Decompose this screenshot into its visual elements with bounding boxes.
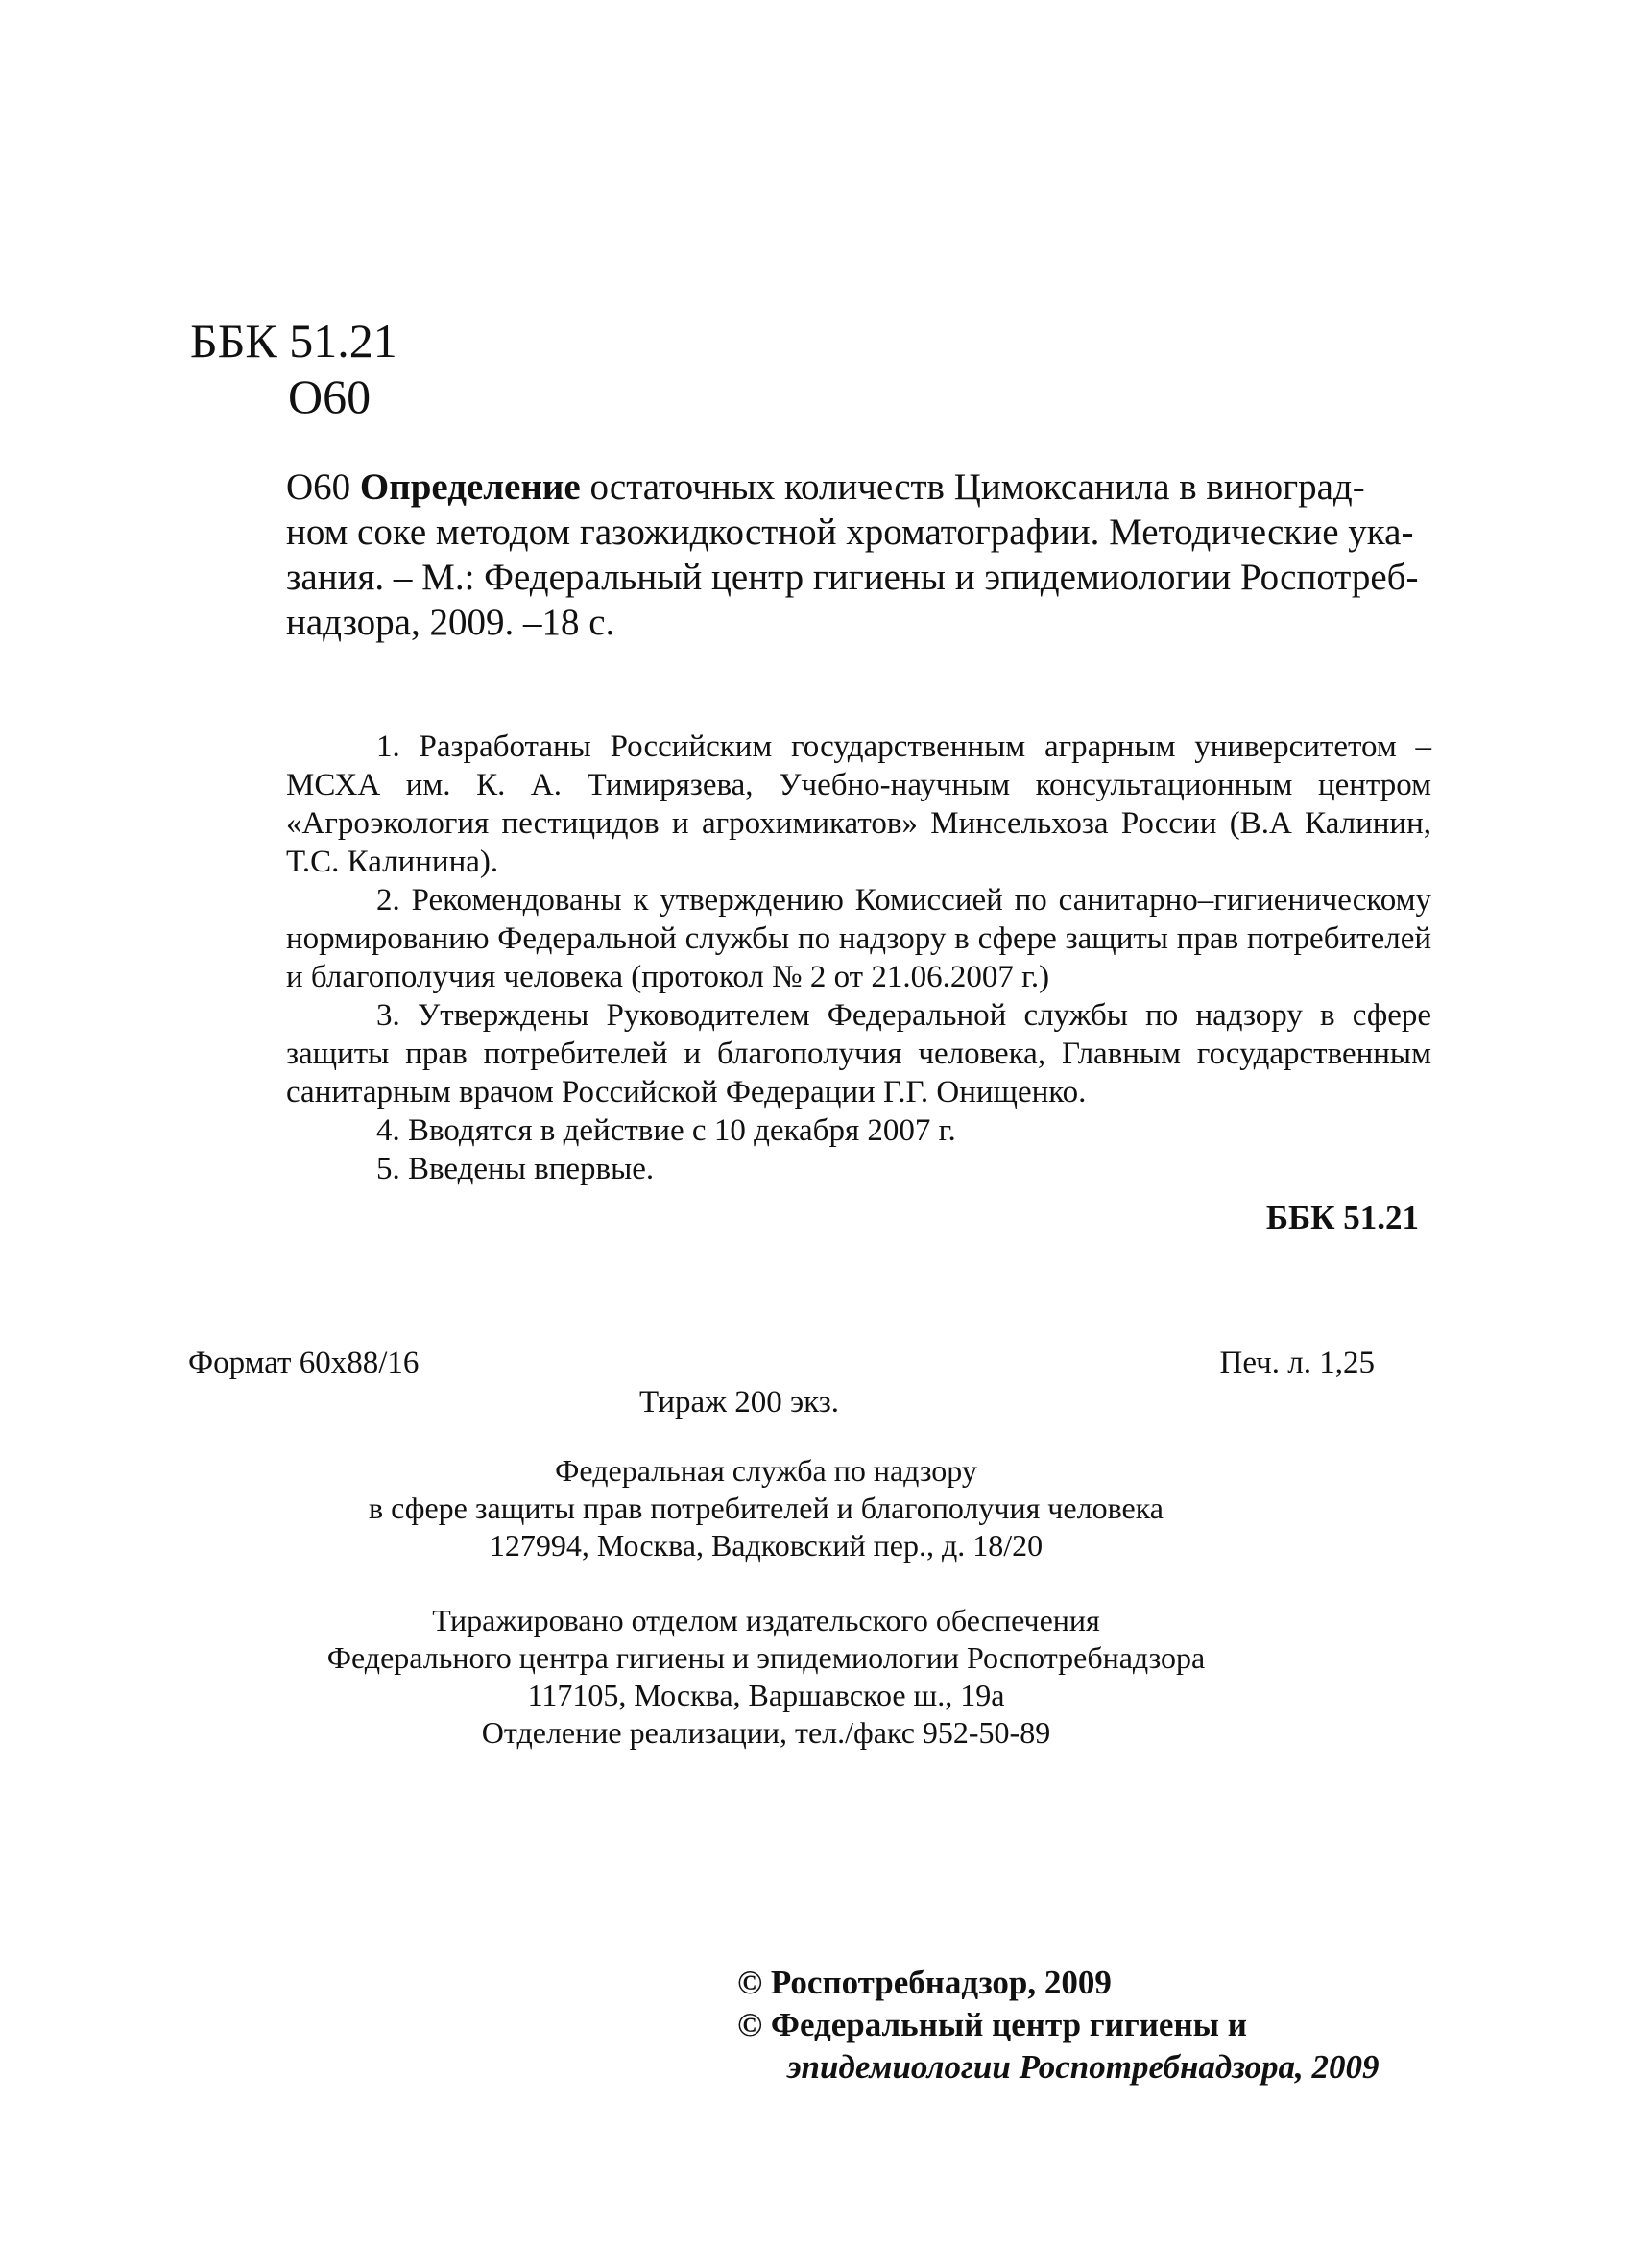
note-item-5: 5. Введены впервые.: [376, 1152, 655, 1186]
bbk-classification-code: ББК 51.21: [190, 314, 397, 368]
note-item-3: 3. Утверждены Руководителем Федеральной службы по надзору в сфере защиты прав потребителей и благополучия человека, Главным государственным санитарным врачом Российской Федерации Г.Г. Онищенко.: [286, 998, 1431, 1110]
notes-list: [286, 728, 1431, 1188]
biblio-line-1: [286, 465, 1431, 510]
biblio-author-mark: О60: [286, 466, 351, 508]
copyright-line-2: © Федеральный центр гигиены и: [737, 2006, 1247, 2043]
printer-line-1: Тиражировано отделом издательского обеспечения: [432, 1603, 1100, 1637]
bbk-code-right: ББК 51.21: [1265, 1199, 1419, 1236]
printer-sales-contact: Отделение реализации, тел./факс 952-50-89: [481, 1715, 1051, 1750]
biblio-line-4: надзора, 2009. –18 с.: [286, 602, 615, 643]
copyright-block: [737, 1962, 1379, 2089]
imprint-format: Формат 60х88/16: [188, 1346, 420, 1380]
publisher-line-1: Федеральная служба по надзору: [555, 1453, 977, 1488]
author-mark: О60: [288, 370, 372, 423]
copyright-line-1: © Роспотребнадзор, 2009: [737, 1964, 1112, 2001]
publisher-block: [0, 1452, 1632, 1564]
printer-line-2: Федерального центра гигиены и эпидемиологии Роспотребнадзора: [326, 1640, 1206, 1675]
note-item-4: 4. Вводятся в действие с 10 декабря 2007 г.: [376, 1113, 956, 1148]
printer-block: [0, 1602, 1632, 1752]
imprint-print-run: [0, 1383, 1632, 1421]
copyright-line-3: эпидемиологии Роспотребнадзора, 2009: [787, 2048, 1380, 2086]
note-item-2: 2. Рекомендованы к утверждению Комиссией по санитарно–гигиеническому нормированию Федеральной службы по надзору в сфере защиты прав потребителей и благополучия человека (протокол № 2 от 21.06.2007 г.): [286, 883, 1431, 994]
publisher-line-2: в сфере защиты прав потребителей и благополучия человека: [369, 1491, 1164, 1525]
biblio-title-bold: Определение: [359, 466, 581, 508]
biblio-line-3: зания. – М.: Федеральный центр гигиены и эпидемиологии Роспотреб-: [286, 557, 1419, 598]
imprint-printed-sheets: Печ. л. 1,25: [1219, 1346, 1375, 1380]
note-item-1: 1. Разработаны Российским государственным аграрным университетом – МСХА им. К. А. Тимирязева, Учебно-научным консультационным центром «Агроэкология пестицидов и агрохимикатов» Минсельхоза России (В.А Калинин, Т.С. Калинина).: [286, 729, 1431, 879]
bibliographic-description: [286, 465, 1431, 645]
biblio-line-2: ном соке методом газожидкостной хроматографии. Методические ука-: [286, 512, 1414, 553]
publisher-address: 127994, Москва, Вадковский пер., д. 18/20: [489, 1528, 1044, 1563]
printer-address: 117105, Москва, Варшавское ш., 19а: [527, 1678, 1005, 1712]
biblio-title-rest: остаточных количеств Цимоксанила в виноград-: [589, 466, 1365, 508]
print-run-text: Тираж 200 экз.: [639, 1385, 839, 1420]
